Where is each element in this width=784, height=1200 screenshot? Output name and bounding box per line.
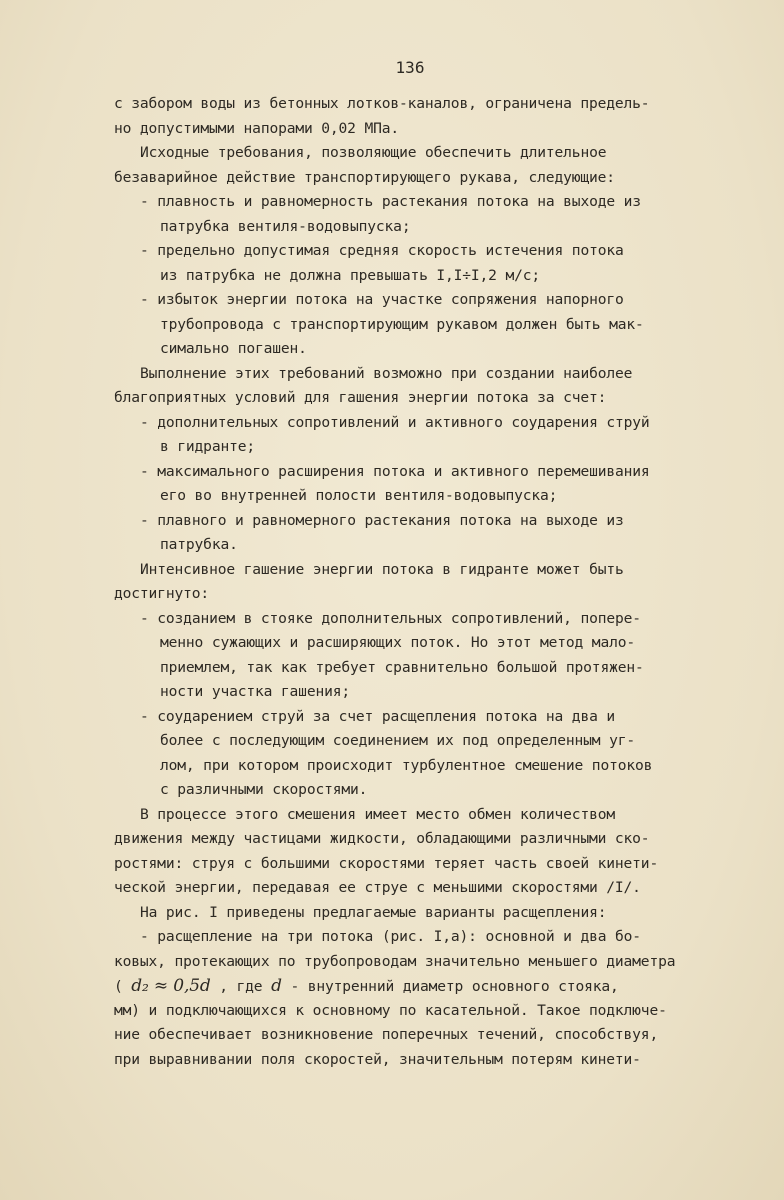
- list-item: - плавность и равномерность растекания потока на выходе из: [140, 193, 641, 210]
- list-item: - дополнительных сопротивлений и активного соударения струй: [140, 413, 650, 431]
- text-line: благоприятных условий для гашения энергии потока за счет:: [114, 389, 607, 406]
- list-item: - плавного и равномерного растекания потока на выходе из: [140, 511, 624, 529]
- formula-d-symbol: d: [271, 976, 282, 996]
- text-line: Исходные требования, позволяющие обеспечить длительное: [140, 144, 607, 161]
- text-line: достигнуто:: [114, 585, 209, 602]
- list-item: - расщепление на три потока (рис. I,а): основной и два бо-: [140, 928, 641, 945]
- text-line: Интенсивное гашение энергии потока в гидранте может быть: [140, 560, 624, 578]
- text-line: более с последующим соединением их под определенным уг-: [160, 732, 635, 749]
- text-line: безаварийное действие транспортирующего рукава, следующие:: [114, 168, 615, 186]
- text-line: при выравнивании поля скоростей, значительным потерям кинети-: [114, 1050, 641, 1068]
- formula-rest: - внутренний диаметр основного стояка,: [290, 978, 619, 995]
- text-line: из патрубка не должна превышать I,I÷I,2 м/с;: [160, 266, 540, 284]
- text-line: ности участка гашения;: [160, 683, 350, 700]
- text-line: с забором воды из бетонных лотков-каналов, ограничена предель-: [114, 95, 650, 112]
- text-line: ние обеспечивает возникновение поперечных течений, способствуя,: [114, 1026, 659, 1043]
- text-line: менно сужающих и расширяющих поток. Но этот метод мало-: [160, 634, 635, 651]
- list-item: - избыток энергии потока на участке сопряжения напорного: [140, 291, 624, 308]
- text-line: На рис. I приведены предлагаемые варианты расщепления:: [140, 903, 607, 921]
- text-line: ческой энергии, передавая ее струе с меньшими скоростями /I/.: [114, 879, 641, 896]
- formula-line: [114, 974, 754, 999]
- text-line: ростями: струя с большими скоростями теряет часть своей кинети-: [114, 854, 659, 872]
- text-line: лом, при котором происходит турбулентное смешение потоков: [160, 756, 653, 774]
- list-item: - соударением струй за счет расщепления потока на два и: [140, 707, 615, 725]
- text-line: ковых, протекающих по трубопроводам значительно меньшего диаметра: [114, 952, 676, 970]
- formula-d2: d₂ ≈ 0,5d: [131, 976, 211, 996]
- formula-paren: (: [114, 978, 123, 995]
- text-line: трубопровода с транспортирующим рукавом должен быть мак-: [160, 315, 644, 333]
- text-line: его во внутренней полости вентиля-водовыпуска;: [160, 487, 558, 504]
- text-line: мм) и подключающихся к основному по касательной. Такое подключе-: [114, 1001, 667, 1019]
- text-line: В процессе этого смешения имеет место обмен количеством: [140, 805, 615, 823]
- text-line: в гидранте;: [160, 438, 255, 455]
- body-text: [114, 92, 754, 1072]
- text-line: симально погашен.: [160, 340, 307, 357]
- text-line: Выполнение этих требований возможно при создании наиболее: [140, 364, 633, 382]
- page-number: 136: [395, 58, 425, 77]
- list-item: - максимального расширения потока и активного перемешивания: [140, 462, 650, 480]
- text-line: движения между частицами жидкости, обладающими различными ско-: [114, 830, 650, 847]
- text-line: патрубка.: [160, 536, 238, 553]
- text-line: но допустимыми напорами 0,02 МПа.: [114, 119, 399, 137]
- text-line: приемлем, так как требует сравнительно большой протяжен-: [160, 658, 644, 676]
- list-item: - предельно допустимая средняя скорость истечения потока: [140, 242, 624, 259]
- text-line: патрубка вентиля-водовыпуска;: [160, 217, 411, 235]
- formula-where: , где: [219, 978, 272, 995]
- text-line: с различными скоростями.: [160, 781, 368, 798]
- list-item: - созданием в стояке дополнительных сопротивлений, попере-: [140, 609, 641, 627]
